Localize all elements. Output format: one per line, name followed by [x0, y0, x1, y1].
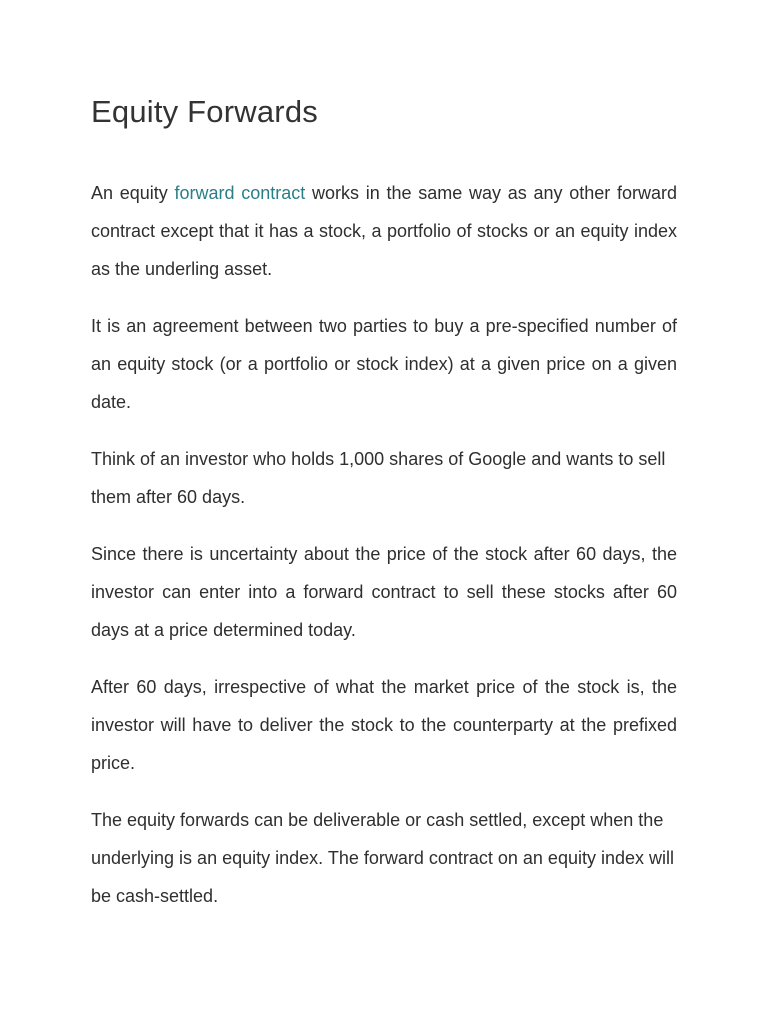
paragraph-example: Think of an investor who holds 1,000 shares of Google and wants to sell them after 60 days. [91, 449, 666, 507]
paragraph-uncertainty: Since there is uncertainty about the price of the stock after 60 days, the investor can enter into a forward contract to sell these stocks after 60 days at a price determined today. [91, 544, 677, 640]
paragraph-intro-after: works in the same way as any other forward contract except that it has a stock, a portfolio of stocks or an equity index as the underling asset. [91, 183, 677, 279]
paragraph-agreement: It is an agreement between two parties to buy a pre-specified number of an equity stock (or a portfolio or stock index) at a given price on a given date. [91, 316, 677, 412]
paragraph-intro [91, 174, 677, 288]
paragraph-settlement: The equity forwards can be deliverable or cash settled, except when the underlying is an equity index. The forward contract on an equity index will be cash-settled. [91, 810, 674, 906]
paragraph-intro-before: An equity [91, 183, 175, 203]
paragraph-delivery: After 60 days, irrespective of what the market price of the stock is, the investor will have to deliver the stock to the counterparty at the prefixed price. [91, 677, 677, 773]
forward-contract-link[interactable]: forward contract [174, 183, 306, 203]
page-title: Equity Forwards [91, 94, 318, 129]
